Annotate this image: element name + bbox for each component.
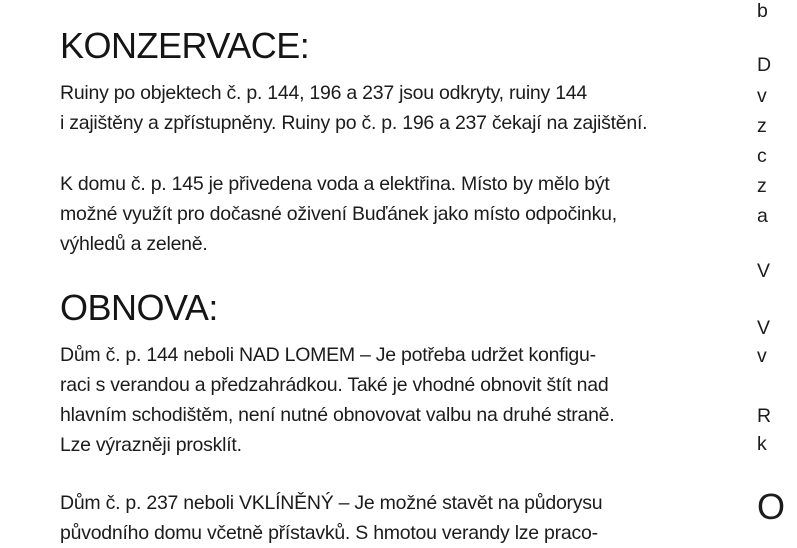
clipped-letter: z <box>757 115 767 137</box>
clipped-heading-letter: O <box>757 486 786 527</box>
text-line: raci s verandou a předzahrádkou. Také je vhodné obnovit štít nad <box>60 374 609 396</box>
heading-konzervace: KONZERVACE: <box>60 25 310 66</box>
text-line: hlavním schodištěm, není nutné obnovovat valbu na druhé straně. <box>60 404 615 426</box>
obnova-paragraph-1 <box>60 340 614 460</box>
clipped-letter: D <box>757 54 772 76</box>
text-line: výhledů a zeleně. <box>60 233 208 255</box>
clipped-letter: a <box>757 205 768 227</box>
clipped-letter: V <box>757 260 771 282</box>
text-line: Lze výrazněji prosklít. <box>60 434 242 456</box>
clipped-letter: c <box>757 145 767 167</box>
text-line: Dům č. p. 144 neboli NAD LOMEM – Je potřeba udržet konfigu- <box>60 344 596 366</box>
text-line: i zajištěny a zpřístupněny. Ruiny po č. p. 196 a 237 čekají na zajištění. <box>60 112 648 134</box>
text-line: Dům č. p. 237 neboli VKLÍNĚNÝ – Je možné stavět na půdorysu <box>60 492 603 514</box>
text-line: původního domu včetně přístavků. S hmotou verandy lze praco- <box>60 522 598 544</box>
obnova-paragraph-2 <box>60 488 602 548</box>
clipped-letter: v <box>757 345 767 367</box>
konzervace-paragraph-1 <box>60 78 647 138</box>
text-line: Ruiny po objektech č. p. 144, 196 a 237 jsou odkryty, ruiny 144 <box>60 82 587 104</box>
clipped-letter: v <box>757 85 767 107</box>
clipped-letter: R <box>757 405 772 427</box>
konzervace-paragraph-2 <box>60 169 617 259</box>
clipped-letter: z <box>757 175 767 197</box>
heading-obnova: OBNOVA: <box>60 287 218 328</box>
clipped-letter: b <box>757 0 768 22</box>
text-line: možné využít pro dočasné oživení Buďánek jako místo odpočinku, <box>60 203 617 225</box>
clipped-letter: k <box>757 433 767 455</box>
text-line: K domu č. p. 145 je přivedena voda a elektřina. Místo by mělo být <box>60 173 610 195</box>
clipped-letter: V <box>757 317 771 339</box>
